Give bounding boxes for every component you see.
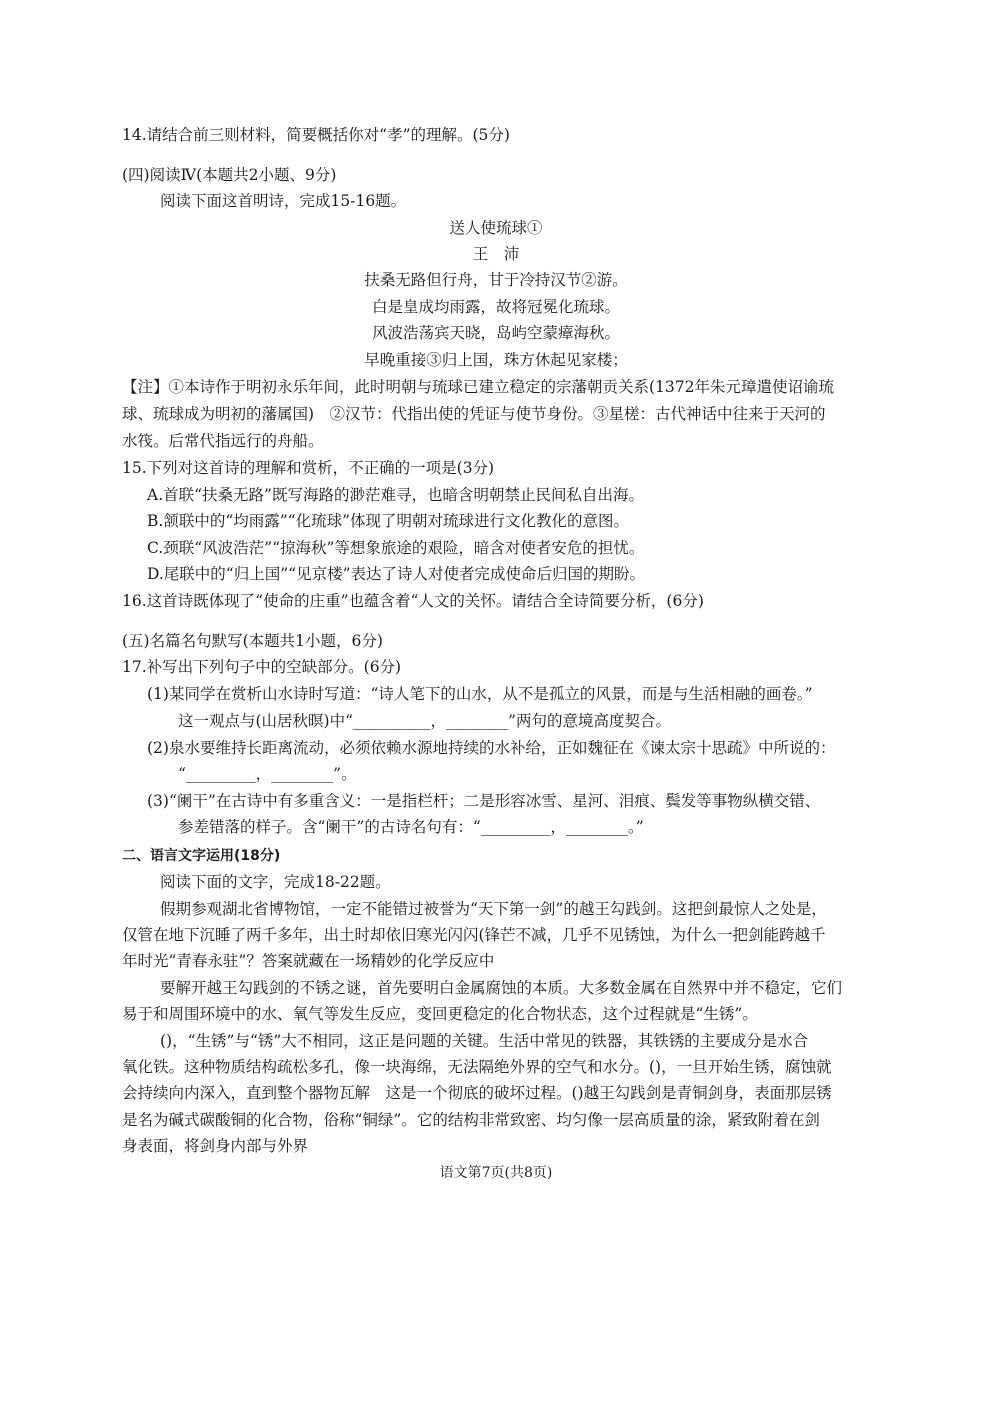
passage-line: 要解开越王勾践剑的不锈之谜，首先要明白金属腐蚀的本质。大多数金属在自然界中并不稳定，它们 bbox=[160, 979, 843, 997]
page-footer: 语文第7页(共8页) bbox=[439, 1165, 553, 1181]
question-17-line: 这一观点与(山居秋暝)中“__________，________”两句的意境高度契合。 bbox=[178, 712, 671, 730]
question-17-line: (2)泉水要维持长距离流动，必须依赖水源地持续的水补给，正如魏征在《谏太宗十思疏》中所说的： bbox=[147, 739, 836, 757]
passage-line: 氧化铁。这种物质结构疏松多孔，像一块海绵，无法隔绝外界的空气和水分。()，一旦开始生锈，腐蚀就 bbox=[122, 1058, 832, 1076]
question-15-stem: 15.下列对这首诗的理解和赏析，不正确的一项是(3分) bbox=[122, 459, 495, 477]
option-a: A.首联“扶桑无路”既写海路的渺茫难寻，也暗含明朝禁止民间私自出海。 bbox=[147, 486, 644, 504]
poem-line: 扶桑无路但行舟，甘于冷持汉节②游。 bbox=[364, 271, 628, 289]
passage-line: 假期参观湖北省博物馆，一定不能错过被誉为“天下第一剑”的越王勾践剑。这把剑最惊人之处是， bbox=[160, 900, 827, 918]
question-14: 14.请结合前三则材料，简要概括你对“孝”的理解。(5分) bbox=[122, 126, 510, 144]
poem-line: 风波浩荡宾天晓，岛屿空蒙瘴海秋。 bbox=[371, 324, 620, 342]
question-17-stem: 17.补写出下列句子中的空缺部分。(6分) bbox=[122, 658, 402, 676]
part-2-heading: 二、语言文字运用(18分) bbox=[122, 848, 281, 864]
passage-line: 会持续向内深入，直到整个器物瓦解 这是一个彻底的破坏过程。()越王勾践剑是青铜剑身，表面那层锈 bbox=[122, 1084, 832, 1102]
note-line: 水筏。后常代指远行的舟船。 bbox=[122, 432, 324, 450]
question-16: 16.这首诗既体现了“使命的庄重”也蕴含着“人文的关怀。请结合全诗简要分析，(6分) bbox=[122, 592, 704, 610]
passage-line: ()，“生锈”与“锈”大不相同，这正是问题的关键。生活中常见的铁器，其铁锈的主要成分是水合 bbox=[160, 1032, 809, 1050]
section-5-heading: (五)名篇名句默写(本题共1小题，6分) bbox=[122, 632, 383, 650]
passage-line: 年时光“青春永驻”？答案就藏在一场精妙的化学反应中 bbox=[122, 952, 495, 970]
note-line: 【注】①本诗作于明初永乐年间，此时明朝与琉球已建立稳定的宗藩朝贡关系(1372年朱元璋遣使诏谕琉 bbox=[122, 378, 834, 396]
question-17-line: 参差错落的样子。含“阑干”的古诗名句有：“_________，________。” bbox=[178, 818, 644, 836]
note-line: 球、琉球成为明初的藩属国) ②汉节：代指出使的凭证与使节身份。③星槎：古代神话中往来于天河的 bbox=[122, 405, 826, 423]
option-c: C.颈联“风波浩茫”“掠海秋”等想象旅途的艰险，暗含对使者安危的担忧。 bbox=[147, 539, 645, 557]
option-d: D.尾联中的“归上国”“见京楼”表达了诗人对使者完成使命后归国的期盼。 bbox=[147, 565, 646, 583]
passage-line: 身表面，将剑身内部与外界 bbox=[122, 1137, 309, 1155]
passage-line: 是名为碱式碳酸铜的化合物，俗称“铜绿”。它的结构非常致密、均匀像一层高质量的涂，紧致附着在剑 bbox=[122, 1111, 820, 1129]
poem-title: 送人使琉球① bbox=[449, 219, 543, 237]
passage-line: 仅管在地下沉睡了两千多年，出土时却依旧寒光闪闪(锋芒不减，几乎不见锈蚀，为什么一把剑能跨越千 bbox=[122, 926, 826, 944]
poem-line: 早晚重接③归上国，珠方休起见家楼； bbox=[364, 351, 628, 369]
section-4-heading: (四)阅读Ⅳ(本题共2小题、9分) bbox=[122, 166, 337, 184]
question-17-line: (1)某同学在赏析山水诗时写道：“诗人笔下的山水，从不是孤立的风景，而是与生活相融的画卷。” bbox=[147, 685, 813, 703]
poem-line: 白是皇成均雨露，故将冠冕化琉球。 bbox=[371, 298, 620, 316]
question-17-line: (3)“阑干”在古诗中有多重含义：一是指栏杆；二是形容冰雪、星河、泪痕、鬓发等事物纵横交错、 bbox=[147, 792, 821, 810]
part-2-intro: 阅读下面的文字，完成18-22题。 bbox=[160, 873, 391, 891]
question-17-line: “_________，________”。 bbox=[178, 765, 357, 783]
section-4-intro: 阅读下面这首明诗，完成15-16题。 bbox=[160, 192, 407, 210]
passage-line: 易于和周围环境中的水、氧气等发生反应，变回更稳定的化合物状态，这个过程就是“生锈”。 bbox=[122, 1005, 758, 1023]
poem-author: 王 沛 bbox=[472, 245, 520, 263]
option-b: B.颔联中的“均雨露”“化琉球”体现了明朝对琉球进行文化教化的意图。 bbox=[147, 512, 630, 530]
